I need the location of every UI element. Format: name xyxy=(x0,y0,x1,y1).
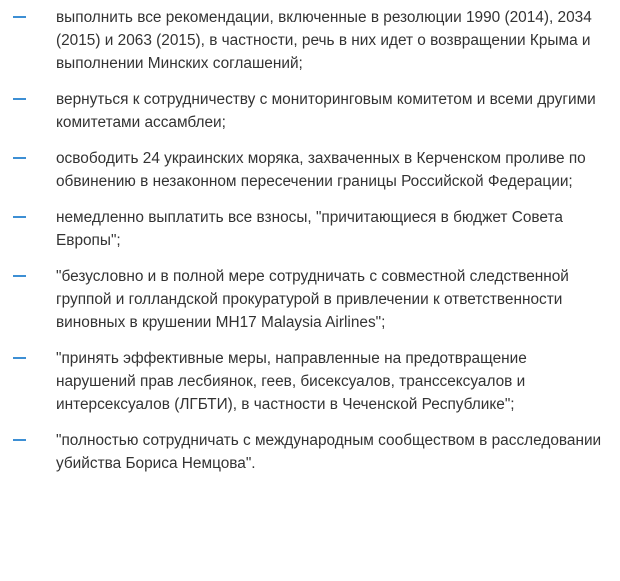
dash-icon xyxy=(13,216,26,218)
list-item-text: вернуться к сотрудничеству с мониторинговым комитетом и всеми другими комитетами ассамблеи; xyxy=(56,91,596,131)
dash-icon xyxy=(13,98,26,100)
dash-icon xyxy=(13,16,26,18)
list-item xyxy=(0,147,620,193)
dash-icon xyxy=(13,157,26,159)
dash-icon xyxy=(13,357,26,359)
list-item-text: освободить 24 украинских моряка, захваченных в Керченском проливе по обвинению в незаконном пересечении границы Российской Федерации; xyxy=(56,150,586,190)
list-item xyxy=(0,6,620,75)
list-item xyxy=(0,429,620,475)
list-item xyxy=(0,265,620,334)
list-item-text: выполнить все рекомендации, включенные в резолюции 1990 (2014), 2034 (2015) и 2063 (2015), в частности, речь в них идет о возвращении Крыма и выполнении Минских соглашений; xyxy=(56,9,592,72)
dash-icon xyxy=(13,439,26,441)
list-item xyxy=(0,88,620,134)
list-item-text: "принять эффективные меры, направленные на предотвращение нарушений прав лесбиянок, геев, бисексуалов, транссексуалов и интерсексуалов (ЛГБТИ), в частности в Чеченской Республике"; xyxy=(56,350,527,413)
list-item-text: немедленно выплатить все взносы, "причитающиеся в бюджет Совета Европы"; xyxy=(56,209,563,249)
list-item xyxy=(0,206,620,252)
list-item-text: "безусловно и в полной мере сотрудничать с совместной следственной группой и голландской прокуратурой в привлечении к ответственности виновных в крушении MH17 Malaysia Airlines"; xyxy=(56,268,569,331)
list-item xyxy=(0,347,620,416)
dash-icon xyxy=(13,275,26,277)
list-item-text: "полностью сотрудничать с международным сообществом в расследовании убийства Бориса Немцова". xyxy=(56,432,602,472)
